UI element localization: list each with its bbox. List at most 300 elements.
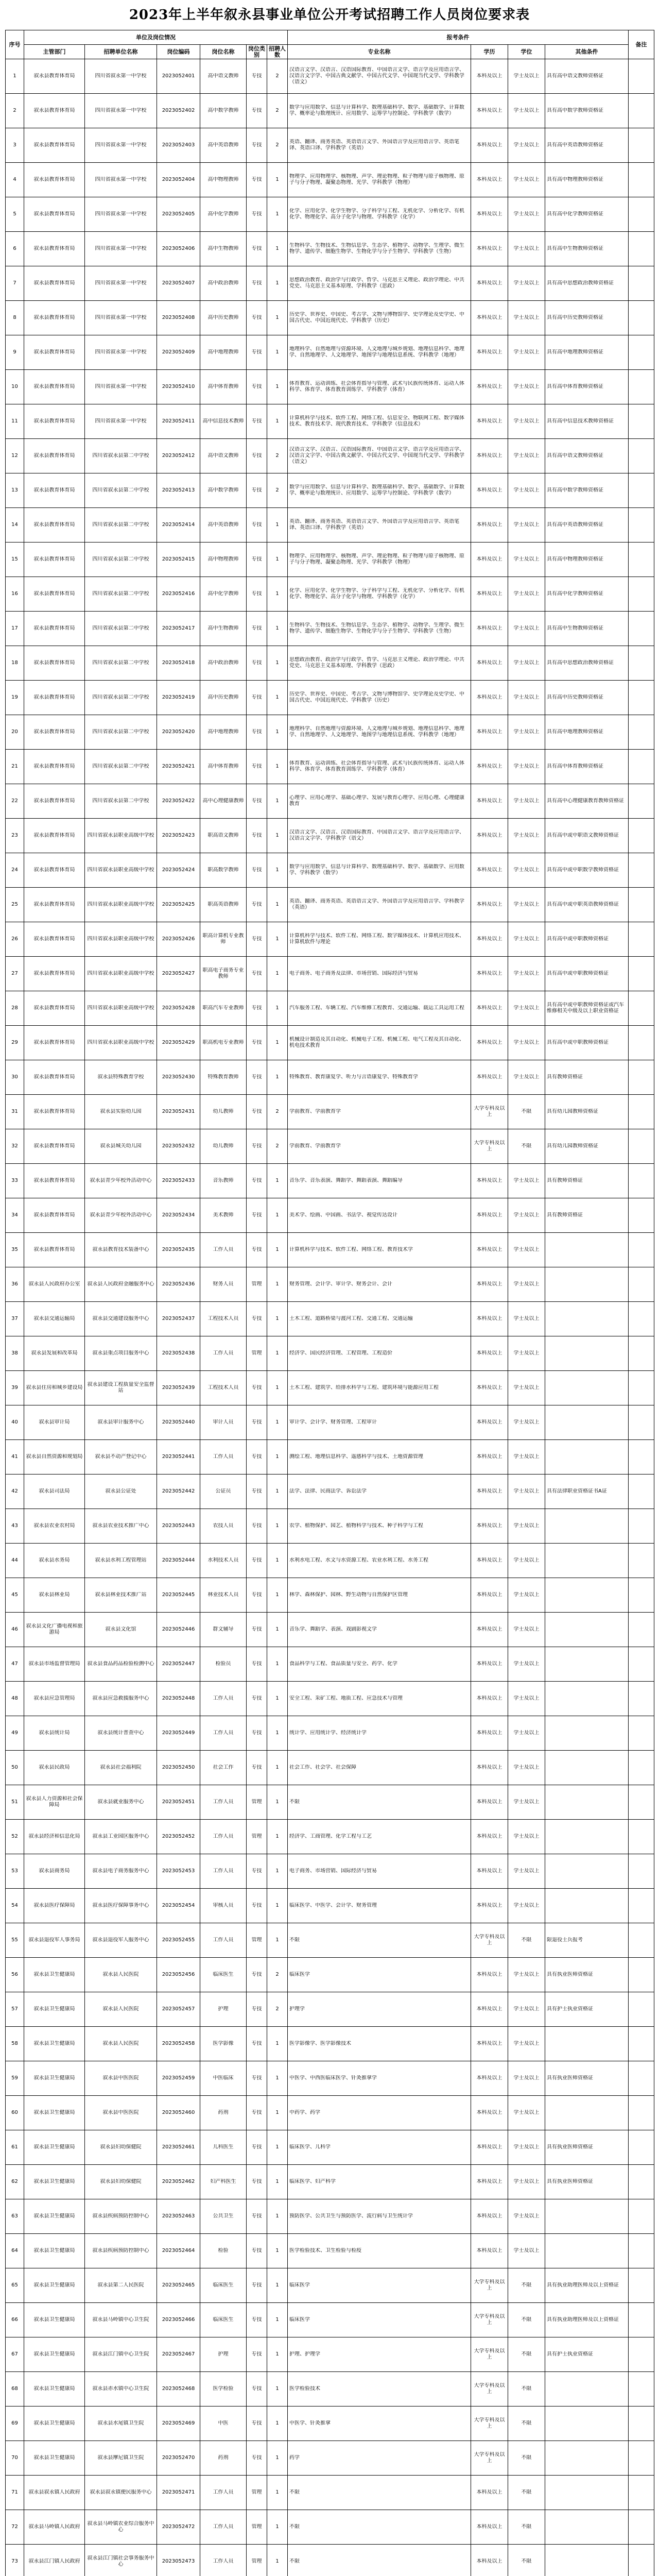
cell-degree: 学士及以上 [508, 2096, 545, 2130]
cell-code: 2023052431 [157, 1095, 200, 1129]
cell-major: 美术学、绘画、中国画、书法学、视觉传达设计 [288, 1198, 471, 1233]
header-remark: 备注 [629, 30, 654, 59]
cell-other: 具有护士执业资格证 [545, 1992, 629, 2027]
cell-other [545, 2234, 629, 2268]
cell-edu: 本科及以上 [471, 2027, 508, 2061]
cell-num: 1 [267, 2303, 288, 2337]
cell-unit: 叙永县不动产登记中心 [85, 1440, 157, 1475]
cell-major: 电子商务、市场营销、国际经济与贸易 [288, 1854, 471, 1889]
table-body [6, 59, 654, 2576]
cell-type: 专技 [247, 577, 267, 612]
cell-seq: 45 [6, 1578, 24, 1613]
cell-num: 1 [267, 646, 288, 681]
cell-code: 2023052440 [157, 1405, 200, 1440]
cell-code: 2023052457 [157, 1992, 200, 2027]
cell-seq: 61 [6, 2130, 24, 2165]
cell-type: 专技 [247, 2441, 267, 2476]
cell-post: 工作人员 [200, 2545, 247, 2576]
cell-seq: 27 [6, 957, 24, 991]
cell-seq: 15 [6, 543, 24, 577]
cell-dept: 叙永县教育体育局 [24, 232, 85, 266]
cell-post: 临床医生 [200, 2268, 247, 2303]
cell-num: 1 [267, 232, 288, 266]
cell-seq: 3 [6, 128, 24, 163]
cell-seq: 9 [6, 335, 24, 370]
cell-num: 1 [267, 2061, 288, 2096]
cell-other: 具有高中信息技术教师资格证 [545, 404, 629, 439]
cell-major: 中医学、中西医临床医学、针灸推拿学 [288, 2061, 471, 2096]
cell-unit: 四川省叙永县第二中学校 [85, 750, 157, 784]
cell-unit: 四川省叙永县第二中学校 [85, 543, 157, 577]
cell-remark [629, 681, 654, 715]
cell-seq: 17 [6, 612, 24, 646]
cell-edu: 本科及以上 [471, 2476, 508, 2510]
cell-code: 2023052432 [157, 1129, 200, 1164]
cell-seq: 14 [6, 508, 24, 543]
cell-remark [629, 404, 654, 439]
cell-code: 2023052464 [157, 2234, 200, 2268]
cell-unit: 叙永县叙永镇便民服务中心 [85, 2476, 157, 2510]
cell-degree: 学士及以上 [508, 922, 545, 957]
cell-seq: 50 [6, 1751, 24, 1785]
cell-major: 不限 [288, 2545, 471, 2576]
cell-edu: 本科及以上 [471, 2234, 508, 2268]
table-row [6, 2545, 654, 2576]
table-row [6, 2268, 654, 2303]
cell-degree: 学士及以上 [508, 646, 545, 681]
cell-edu: 本科及以上 [471, 163, 508, 197]
cell-num: 1 [267, 2372, 288, 2406]
cell-type: 专技 [247, 991, 267, 1026]
cell-code: 2023052433 [157, 1164, 200, 1198]
cell-seq: 70 [6, 2441, 24, 2476]
cell-degree: 学士及以上 [508, 301, 545, 335]
cell-remark [629, 266, 654, 301]
cell-degree: 不限 [508, 2372, 545, 2406]
cell-seq: 23 [6, 819, 24, 853]
cell-dept: 叙永县卫生健康局 [24, 2234, 85, 2268]
table-row [6, 2061, 654, 2096]
cell-type: 专技 [247, 1578, 267, 1613]
cell-degree: 学士及以上 [508, 439, 545, 473]
cell-dept: 叙永县教育体育局 [24, 1233, 85, 1267]
header-seq: 序号 [6, 30, 24, 59]
cell-num: 2 [267, 1129, 288, 1164]
cell-post: 农技人员 [200, 1509, 247, 1544]
cell-unit: 叙永县特殊教育学校 [85, 1060, 157, 1095]
cell-other: 具有高中化学教师资格证 [545, 577, 629, 612]
cell-post: 高中生物教师 [200, 232, 247, 266]
cell-num: 1 [267, 1164, 288, 1198]
cell-code: 2023052454 [157, 1889, 200, 1923]
cell-num: 1 [267, 1820, 288, 1854]
cell-type: 专技 [247, 1129, 267, 1164]
cell-remark [629, 439, 654, 473]
cell-major: 汉语言文学、汉语言、汉语国际教育、中国语言文学、语言学及应用语言学、汉语言文字学、中国古典文献学、中国古代文学、中国现当代文学、学科教学（语文） [288, 59, 471, 94]
cell-num: 1 [267, 1371, 288, 1405]
cell-major: 特殊教育、教育康复学、听力与言语康复学、特殊教育学 [288, 1060, 471, 1095]
table-row [6, 1233, 654, 1267]
cell-dept: 叙永县卫生健康局 [24, 2441, 85, 2476]
cell-edu: 本科及以上 [471, 1026, 508, 1060]
cell-other: 具有高中体育教师资格证 [545, 370, 629, 404]
cell-degree: 学士及以上 [508, 1682, 545, 1716]
cell-major: 不限 [288, 2510, 471, 2545]
cell-edu: 本科及以上 [471, 2510, 508, 2545]
cell-edu: 本科及以上 [471, 94, 508, 128]
table-row [6, 646, 654, 681]
table-row [6, 888, 654, 922]
cell-type: 专技 [247, 1544, 267, 1578]
cell-degree: 学士及以上 [508, 1302, 545, 1336]
cell-post: 公共卫生 [200, 2199, 247, 2234]
cell-seq: 54 [6, 1889, 24, 1923]
cell-remark [629, 1475, 654, 1509]
cell-remark [629, 957, 654, 991]
cell-degree: 学士及以上 [508, 335, 545, 370]
cell-post: 职高数学教师 [200, 853, 247, 888]
table-row [6, 957, 654, 991]
cell-other: 具有高中历史教师资格证 [545, 301, 629, 335]
cell-major: 不限 [288, 1923, 471, 1958]
cell-type: 专技 [247, 2199, 267, 2234]
cell-code: 2023052446 [157, 1613, 200, 1647]
cell-degree: 学士及以上 [508, 2165, 545, 2199]
cell-major: 护理学 [288, 1992, 471, 2027]
cell-dept: 叙永县教育体育局 [24, 370, 85, 404]
cell-seq: 28 [6, 991, 24, 1026]
cell-unit: 四川省叙永县职业高级中学校 [85, 819, 157, 853]
cell-unit: 四川省叙永县第二中学校 [85, 646, 157, 681]
cell-code: 2023052451 [157, 1785, 200, 1820]
cell-remark [629, 232, 654, 266]
cell-seq: 46 [6, 1613, 24, 1647]
cell-remark [629, 853, 654, 888]
cell-dept: 叙永县教育体育局 [24, 1095, 85, 1129]
cell-degree: 学士及以上 [508, 2234, 545, 2268]
cell-post: 社会工作 [200, 1751, 247, 1785]
cell-other: 具有高中物理教师资格证 [545, 163, 629, 197]
cell-major: 英语、翻译、商务英语、英语语言文学、外国语言学及应用语言学、英语笔译、英语口译、学科教学（英语） [288, 128, 471, 163]
cell-type: 专技 [247, 1164, 267, 1198]
cell-code: 2023052470 [157, 2441, 200, 2476]
cell-dept: 叙永县教育体育局 [24, 473, 85, 508]
cell-code: 2023052469 [157, 2406, 200, 2441]
cell-unit: 叙永县农业技术推广中心 [85, 1509, 157, 1544]
table-row [6, 543, 654, 577]
cell-type: 专技 [247, 957, 267, 991]
cell-unit: 四川省叙永第一中学校 [85, 404, 157, 439]
cell-edu: 本科及以上 [471, 1751, 508, 1785]
cell-code: 2023052445 [157, 1578, 200, 1613]
cell-major: 地理科学、自然地理与资源环境、人文地理与城乡规划、地理信息科学、地理学、自然地理学、人文地理学、地图学与地理信息系统、学科教学（地理） [288, 335, 471, 370]
table-row [6, 1475, 654, 1509]
cell-remark [629, 1544, 654, 1578]
cell-type: 专技 [247, 853, 267, 888]
cell-code: 2023052421 [157, 750, 200, 784]
cell-unit: 叙永县妇幼保健院 [85, 2130, 157, 2165]
cell-degree: 学士及以上 [508, 577, 545, 612]
cell-code: 2023052453 [157, 1854, 200, 1889]
cell-edu: 本科及以上 [471, 612, 508, 646]
cell-seq: 33 [6, 1164, 24, 1198]
cell-edu: 本科及以上 [471, 681, 508, 715]
cell-major: 物理学、应用物理学、核物理、声学、理论物理、粒子物理与原子核物理、原子与分子物理、凝聚态物理、光学、学科教学（物理） [288, 543, 471, 577]
cell-dept: 叙永县教育体育局 [24, 646, 85, 681]
cell-remark [629, 1371, 654, 1405]
cell-major: 计算机科学与技术、软件工程、网络工程、数字媒体技术、计算机应用技术、计算机软件与理论 [288, 922, 471, 957]
cell-code: 2023052409 [157, 335, 200, 370]
cell-other: 具有执业助理医师及以上资格证 [545, 2303, 629, 2337]
cell-edu: 本科及以上 [471, 1544, 508, 1578]
cell-unit: 叙永县马岭镇中心卫生院 [85, 2303, 157, 2337]
cell-type: 专技 [247, 1302, 267, 1336]
cell-other: 具有幼儿园教师资格证 [545, 1129, 629, 1164]
cell-unit: 四川省叙永县职业高级中学校 [85, 1026, 157, 1060]
table-row [6, 784, 654, 819]
cell-post: 工程技术人员 [200, 1371, 247, 1405]
cell-post: 高中政治教师 [200, 266, 247, 301]
cell-major: 中医学、针灸推拿 [288, 2406, 471, 2441]
cell-unit: 叙永县人民政府金融服务中心 [85, 1267, 157, 1302]
cell-edu: 本科及以上 [471, 577, 508, 612]
cell-post: 公证员 [200, 1475, 247, 1509]
cell-type: 专技 [247, 2303, 267, 2337]
cell-seq: 52 [6, 1820, 24, 1854]
cell-unit: 四川省叙永第一中学校 [85, 94, 157, 128]
cell-seq: 2 [6, 94, 24, 128]
cell-remark [629, 1820, 654, 1854]
cell-edu: 本科及以上 [471, 819, 508, 853]
header-edu: 学历 [471, 45, 508, 59]
cell-num: 1 [267, 2234, 288, 2268]
cell-other [545, 1647, 629, 1682]
cell-degree: 学士及以上 [508, 1336, 545, 1371]
cell-edu: 大学专科及以上 [471, 2303, 508, 2337]
cell-other [545, 1371, 629, 1405]
cell-major: 思想政治教育、政治学与行政学、哲学、马克思主义理论、政治学理论、中共党史、马克思主义基本原理、学科教学（思政） [288, 266, 471, 301]
cell-num: 1 [267, 404, 288, 439]
cell-type: 专技 [247, 94, 267, 128]
cell-edu: 本科及以上 [471, 404, 508, 439]
cell-edu: 本科及以上 [471, 1509, 508, 1544]
cell-num: 1 [267, 2545, 288, 2576]
cell-post: 工作人员 [200, 1716, 247, 1751]
table-row [6, 266, 654, 301]
cell-remark [629, 2234, 654, 2268]
cell-post: 高中历史教师 [200, 301, 247, 335]
cell-edu: 本科及以上 [471, 1198, 508, 1233]
cell-post: 高中化学教师 [200, 197, 247, 232]
table-row [6, 2372, 654, 2406]
cell-unit: 叙永县林业技术推广站 [85, 1578, 157, 1613]
cell-type: 专技 [247, 2061, 267, 2096]
table-row [6, 1578, 654, 1613]
cell-num: 1 [267, 301, 288, 335]
cell-num: 1 [267, 266, 288, 301]
cell-edu: 本科及以上 [471, 439, 508, 473]
cell-type: 专技 [247, 1716, 267, 1751]
cell-num: 1 [267, 681, 288, 715]
cell-degree: 学士及以上 [508, 888, 545, 922]
cell-type: 专技 [247, 301, 267, 335]
cell-seq: 24 [6, 853, 24, 888]
cell-dept: 叙永县教育体育局 [24, 508, 85, 543]
table-row [6, 1682, 654, 1716]
cell-post: 工作人员 [200, 1854, 247, 1889]
cell-type: 专技 [247, 715, 267, 750]
cell-type: 专技 [247, 2406, 267, 2441]
cell-degree: 不限 [508, 1095, 545, 1129]
cell-unit: 四川省叙永第一中学校 [85, 335, 157, 370]
cell-remark [629, 922, 654, 957]
cell-code: 2023052441 [157, 1440, 200, 1475]
cell-degree: 学士及以上 [508, 543, 545, 577]
cell-type: 专技 [247, 922, 267, 957]
cell-seq: 5 [6, 197, 24, 232]
cell-edu: 大学专科及以上 [471, 1923, 508, 1958]
cell-unit: 叙永县青少年校外活动中心 [85, 1164, 157, 1198]
cell-post: 护理 [200, 2337, 247, 2372]
cell-seq: 59 [6, 2061, 24, 2096]
cell-post: 高中历史教师 [200, 681, 247, 715]
cell-remark [629, 646, 654, 681]
cell-seq: 30 [6, 1060, 24, 1095]
cell-major: 计算机科学与技术、软件工程、网络工程、信息安全、物联网工程、数字媒体技术、教育技术学、现代教育技术、学科教学（信息技术） [288, 404, 471, 439]
cell-seq: 69 [6, 2406, 24, 2441]
cell-dept: 叙永县卫生健康局 [24, 2027, 85, 2061]
cell-post: 职高英语教师 [200, 888, 247, 922]
cell-post: 职高语文教师 [200, 819, 247, 853]
cell-type: 专技 [247, 1233, 267, 1267]
table-row [6, 1854, 654, 1889]
table-row [6, 1060, 654, 1095]
table-row [6, 1095, 654, 1129]
cell-code: 2023052403 [157, 128, 200, 163]
cell-unit: 四川省叙永县第二中学校 [85, 681, 157, 715]
cell-code: 2023052458 [157, 2027, 200, 2061]
cell-major: 临床医学 [288, 1958, 471, 1992]
cell-post: 美术教师 [200, 1198, 247, 1233]
cell-edu: 本科及以上 [471, 1405, 508, 1440]
cell-dept: 叙永县教育体育局 [24, 681, 85, 715]
cell-type: 专技 [247, 1198, 267, 1233]
cell-seq: 6 [6, 232, 24, 266]
cell-type: 管理 [247, 1820, 267, 1854]
cell-other: 具有高中或中职教师资格证 [545, 922, 629, 957]
cell-unit: 叙永县水利工程管理站 [85, 1544, 157, 1578]
cell-remark [629, 1509, 654, 1544]
cell-unit: 叙永县应急救援服务中心 [85, 1682, 157, 1716]
cell-post: 高中信息技术教师 [200, 404, 247, 439]
table-row [6, 1267, 654, 1302]
cell-degree: 学士及以上 [508, 681, 545, 715]
cell-seq: 39 [6, 1371, 24, 1405]
cell-code: 2023052423 [157, 819, 200, 853]
cell-post: 高中物理教师 [200, 543, 247, 577]
recruitment-table [5, 30, 654, 2576]
cell-edu: 本科及以上 [471, 2165, 508, 2199]
cell-post: 高中地理教师 [200, 715, 247, 750]
cell-post: 高中生物教师 [200, 612, 247, 646]
cell-remark [629, 2027, 654, 2061]
cell-other: 具有幼儿园教师资格证 [545, 1095, 629, 1129]
cell-type: 专技 [247, 1958, 267, 1992]
cell-num: 1 [267, 1613, 288, 1647]
cell-remark [629, 2303, 654, 2337]
cell-edu: 本科及以上 [471, 991, 508, 1026]
cell-type: 专技 [247, 335, 267, 370]
header-group-unit: 单位及岗位情况 [24, 30, 288, 45]
cell-code: 2023052471 [157, 2476, 200, 2510]
cell-code: 2023052425 [157, 888, 200, 922]
cell-dept: 叙永县教育体育局 [24, 612, 85, 646]
cell-remark [629, 2372, 654, 2406]
cell-num: 1 [267, 2199, 288, 2234]
cell-major: 数学与应用数学、信息与计算科学、数理基础科学、数学、基础数学、计算数学、概率论与数理统计、应用数学、运筹学与控制论、学科教学（数学） [288, 473, 471, 508]
cell-major: 农学、植物保护、园艺、植物科学与技术、种子科学与工程 [288, 1509, 471, 1544]
cell-code: 2023052438 [157, 1336, 200, 1371]
cell-post: 职高机电专业教师 [200, 1026, 247, 1060]
cell-post: 高中心理健康教师 [200, 784, 247, 819]
cell-major: 中药学、药学 [288, 2096, 471, 2130]
cell-post: 高中语文教师 [200, 439, 247, 473]
cell-type: 管理 [247, 2476, 267, 2510]
cell-num: 1 [267, 2476, 288, 2510]
cell-unit: 四川省叙永第一中学校 [85, 266, 157, 301]
cell-unit: 叙永县妇幼保健院 [85, 2165, 157, 2199]
cell-seq: 42 [6, 1475, 24, 1509]
cell-unit: 叙永县电子商务服务中心 [85, 1854, 157, 1889]
cell-other: 具有执业医师资格证 [545, 2130, 629, 2165]
cell-major: 统计学、应用统计学、经济统计学 [288, 1716, 471, 1751]
cell-type: 专技 [247, 473, 267, 508]
cell-dept: 叙永县自然资源和规划局 [24, 1440, 85, 1475]
cell-edu: 本科及以上 [471, 957, 508, 991]
cell-dept: 叙永县卫生健康局 [24, 1958, 85, 1992]
cell-num: 1 [267, 991, 288, 1026]
cell-other: 具有教师资格证 [545, 1164, 629, 1198]
cell-num: 1 [267, 2096, 288, 2130]
cell-code: 2023052407 [157, 266, 200, 301]
cell-degree: 学士及以上 [508, 163, 545, 197]
cell-unit: 叙永县教育技术装备中心 [85, 1233, 157, 1267]
cell-other: 具有高中体育教师资格证 [545, 750, 629, 784]
cell-other [545, 2372, 629, 2406]
cell-unit: 叙永县就业服务中心 [85, 1785, 157, 1820]
cell-edu: 本科及以上 [471, 508, 508, 543]
cell-seq: 71 [6, 2476, 24, 2510]
cell-num: 1 [267, 1682, 288, 1716]
cell-seq: 38 [6, 1336, 24, 1371]
cell-edu: 本科及以上 [471, 1233, 508, 1267]
cell-post: 高中地理教师 [200, 335, 247, 370]
cell-code: 2023052461 [157, 2130, 200, 2165]
cell-unit: 四川省叙永第一中学校 [85, 301, 157, 335]
table-row [6, 1716, 654, 1751]
cell-major: 汉语言文学、汉语言、汉语国际教育、中国语言文学、语言学及应用语言学、汉语言文字学、中国古典文献学、中国古代文学、中国现当代文学、学科教学（语文） [288, 439, 471, 473]
cell-post: 高中体育教师 [200, 750, 247, 784]
cell-num: 1 [267, 335, 288, 370]
cell-major: 临床医学 [288, 2268, 471, 2303]
cell-degree: 学士及以上 [508, 1544, 545, 1578]
cell-major: 数学与应用数学、信息与计算科学、数理基础科学、数学、基础数学、应用数学、学科教学（数学） [288, 853, 471, 888]
table-row [6, 819, 654, 853]
cell-remark [629, 1923, 654, 1958]
cell-unit: 叙永县疾病预防控制中心 [85, 2199, 157, 2234]
cell-dept: 叙永县教育体育局 [24, 853, 85, 888]
cell-seq: 26 [6, 922, 24, 957]
